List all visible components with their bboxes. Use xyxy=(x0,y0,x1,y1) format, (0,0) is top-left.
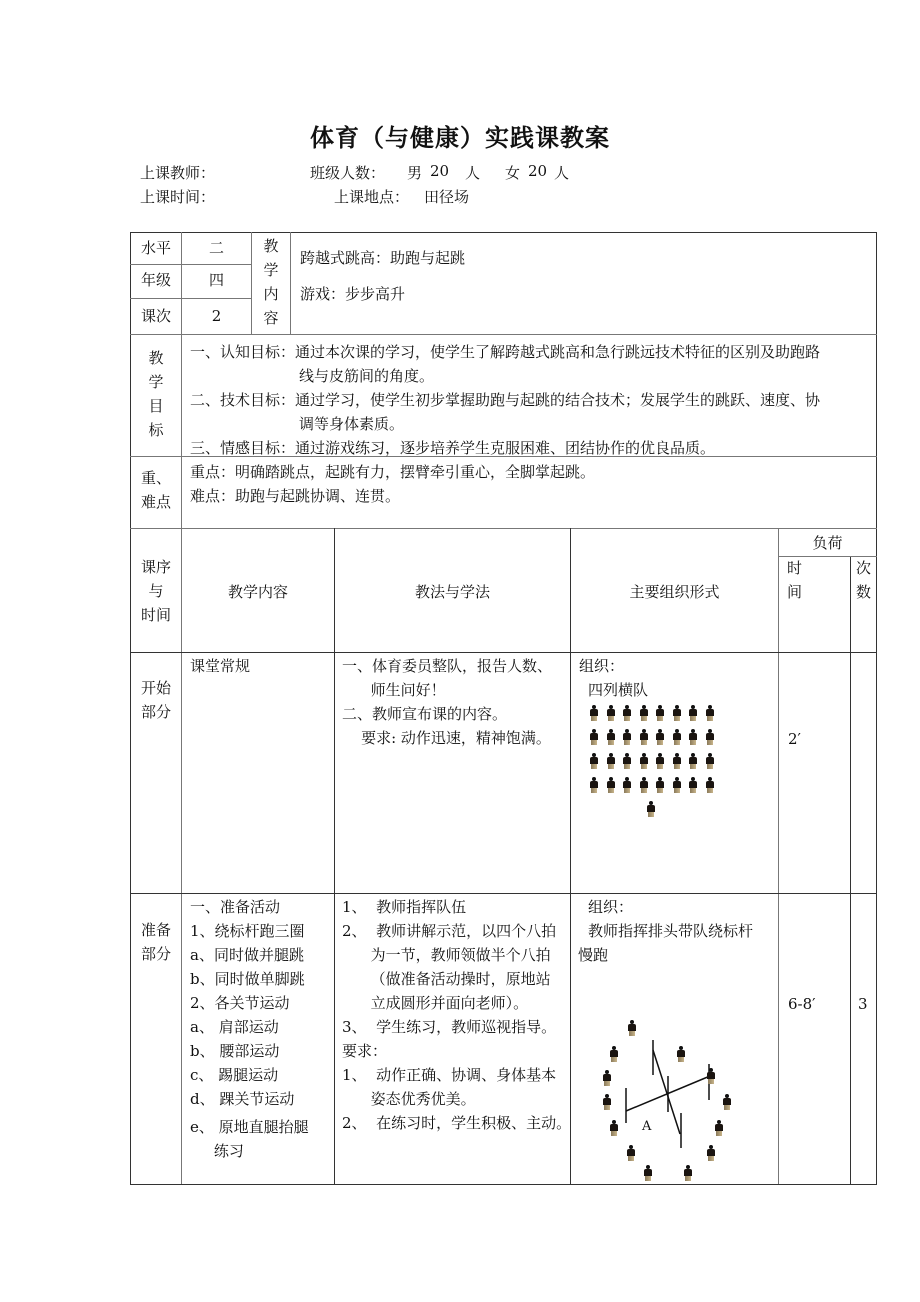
student-figure-icon xyxy=(589,753,599,769)
student-figure-icon xyxy=(705,777,715,793)
male-label: 男 xyxy=(407,164,423,182)
col-divider xyxy=(290,232,291,334)
row-divider xyxy=(130,264,251,265)
grade-value: 四 xyxy=(208,271,224,289)
section-start-content: 课堂常规 xyxy=(190,657,251,675)
row-divider xyxy=(130,334,877,335)
row-divider xyxy=(130,652,877,653)
objectives-list xyxy=(190,340,876,460)
student-figure-icon xyxy=(639,729,649,745)
section-prep-time: 6-8′ xyxy=(788,995,816,1013)
student-figure-icon xyxy=(646,801,656,817)
section-prep-org-label: 组织： xyxy=(588,898,634,916)
load-time-header: 时 间 xyxy=(787,559,803,601)
time-label: 上课时间： xyxy=(140,188,216,206)
student-figure-icon xyxy=(688,753,698,769)
student-figure-icon xyxy=(606,729,616,745)
student-figure-icon xyxy=(688,705,698,721)
student-figure-icon xyxy=(683,1165,693,1181)
student-figure-icon xyxy=(606,753,616,769)
location-value: 田径场 xyxy=(424,188,470,206)
student-figure-icon xyxy=(688,777,698,793)
section-start-time: 2′ xyxy=(788,730,801,748)
location-label: 上课地点： xyxy=(334,188,410,206)
student-figure-icon xyxy=(705,705,715,721)
section-prep-content: 一、准备活动 1、绕标杆跑三圈 a、同时做并腿跳 b、同时做单脚跳 2、各关节运动 a、 肩部运动 b、 腰部运动 c、 踢腿运动 d、 踝关节运动 e、 原地直腿抬腿 练习 xyxy=(190,898,309,1160)
student-figure-icon xyxy=(688,729,698,745)
student-figure-icon xyxy=(622,777,632,793)
section-start-org-label: 组织： xyxy=(579,657,625,675)
student-figure-icon xyxy=(714,1120,724,1136)
student-figure-icon xyxy=(655,777,665,793)
student-figure-icon xyxy=(622,729,632,745)
student-figure-icon xyxy=(609,1120,619,1136)
objective-item: 一、认知目标：通过本次课的学习，使学生了解跨越式跳高和急行跳远技术特征的区别及助跑路 线与皮筋间的角度。 xyxy=(190,343,821,385)
table-border xyxy=(130,232,877,233)
student-figure-icon xyxy=(589,705,599,721)
section-prep-count: 3 xyxy=(858,995,868,1013)
col-divider xyxy=(334,528,335,1184)
row-divider xyxy=(130,893,877,894)
col-divider xyxy=(850,556,851,1184)
keypoints-label: 重、 难点 xyxy=(140,469,171,511)
female-count: 20 xyxy=(528,162,548,180)
student-figure-icon xyxy=(676,1046,686,1062)
student-figure-icon xyxy=(602,1094,612,1110)
student-figure-icon xyxy=(589,729,599,745)
key-point: 重点：明确踏跳点，起跳有力，摆臂牵引重心，全脚掌起跳。 xyxy=(190,463,596,481)
student-figure-icon xyxy=(626,1145,636,1161)
content-line-1: 跨越式跳高：助跑与起跳 xyxy=(300,249,466,267)
row-divider xyxy=(130,298,251,299)
student-figure-icon xyxy=(602,1070,612,1086)
student-figure-icon xyxy=(639,705,649,721)
student-figure-icon xyxy=(655,729,665,745)
section-prep-method: 1、 教师指挥队伍 2、 教师讲解示范，以四个八拍 为一节，教师领做半个八拍 （做准备活动操时，原地站 立成圆形并面向老师）。 3、 学生练习，教师巡视指导。 要求： 1、 动作正确、协调、身体基本 姿态优秀优美。 2、 在练习时，学生积极、主动。 xyxy=(342,898,572,1132)
grade-label: 年级 xyxy=(140,271,171,289)
male-count: 20 xyxy=(430,162,450,180)
document-title: 体育（与健康）实践课教案 xyxy=(310,124,610,152)
col-divider xyxy=(181,334,182,1184)
student-figure-icon xyxy=(705,753,715,769)
student-figure-icon xyxy=(639,753,649,769)
lesson-value: 2 xyxy=(211,307,222,325)
student-figure-icon xyxy=(609,1046,619,1062)
female-unit: 人 xyxy=(554,164,570,182)
difficult-point: 难点：助跑与起跳协调、连贯。 xyxy=(190,487,401,505)
student-figure-icon xyxy=(706,1145,716,1161)
student-figure-icon xyxy=(589,777,599,793)
section-prep-name: 准备 部分 xyxy=(140,921,171,963)
student-figure-icon xyxy=(672,753,682,769)
order-header: 课序 与 时间 xyxy=(140,558,171,624)
student-figure-icon xyxy=(706,1068,716,1084)
student-figure-icon xyxy=(672,705,682,721)
table-border xyxy=(876,232,877,1184)
col-divider xyxy=(778,528,779,1184)
content-line-2: 游戏：步步高升 xyxy=(300,285,406,303)
level-label: 水平 xyxy=(140,239,171,257)
lesson-label: 课次 xyxy=(140,307,171,325)
teacher-label: 上课教师： xyxy=(140,164,216,182)
objective-item: 三、情感目标：通过游戏练习，逐步培养学生克服困难、团结协作的优良品质。 xyxy=(190,439,716,457)
load-count-header: 次 数 xyxy=(856,559,872,601)
student-figure-icon xyxy=(672,777,682,793)
row-divider xyxy=(130,528,877,529)
student-figure-icon xyxy=(643,1165,653,1181)
student-figure-icon xyxy=(639,777,649,793)
organization-header: 主要组织形式 xyxy=(629,583,720,601)
student-figure-icon xyxy=(722,1094,732,1110)
student-figure-icon xyxy=(606,705,616,721)
method-header: 教法与学法 xyxy=(414,583,490,601)
student-figure-icon xyxy=(622,753,632,769)
student-figure-icon xyxy=(655,753,665,769)
female-label: 女 xyxy=(505,164,521,182)
content-label: 教 学 内 容 xyxy=(263,237,279,327)
student-figure-icon xyxy=(627,1020,637,1036)
table-border xyxy=(130,1184,877,1185)
objectives-label: 教 学 目 标 xyxy=(148,349,164,439)
section-prep-org-text-1: 教师指挥排头带队绕标杆 xyxy=(588,922,754,940)
student-figure-icon xyxy=(705,729,715,745)
section-start-org-text: 四列横队 xyxy=(588,681,649,699)
level-value: 二 xyxy=(208,239,224,257)
student-figure-icon xyxy=(655,705,665,721)
content-header: 教学内容 xyxy=(227,583,288,601)
class-size-label: 班级人数： xyxy=(310,164,386,182)
student-figure-icon xyxy=(622,705,632,721)
load-header: 负荷 xyxy=(812,534,843,552)
objective-item: 二、技术目标：通过学习，使学生初步掌握助跑与起跳的结合技术；发展学生的跳跃、速度、协 调等身体素质。 xyxy=(190,391,821,433)
svg-text:A: A xyxy=(642,1119,652,1134)
section-start-method: 一、体育委员整队，报告人数、 师生问好！ 二、教师宣布课的内容。 要求: 动作迅速，精神饱满。 xyxy=(342,657,553,747)
male-unit: 人 xyxy=(465,164,481,182)
student-figure-icon xyxy=(672,729,682,745)
section-prep-org-text-2: 慢跑 xyxy=(578,946,609,964)
section-start-name: 开始 部分 xyxy=(140,679,171,721)
student-figure-icon xyxy=(606,777,616,793)
